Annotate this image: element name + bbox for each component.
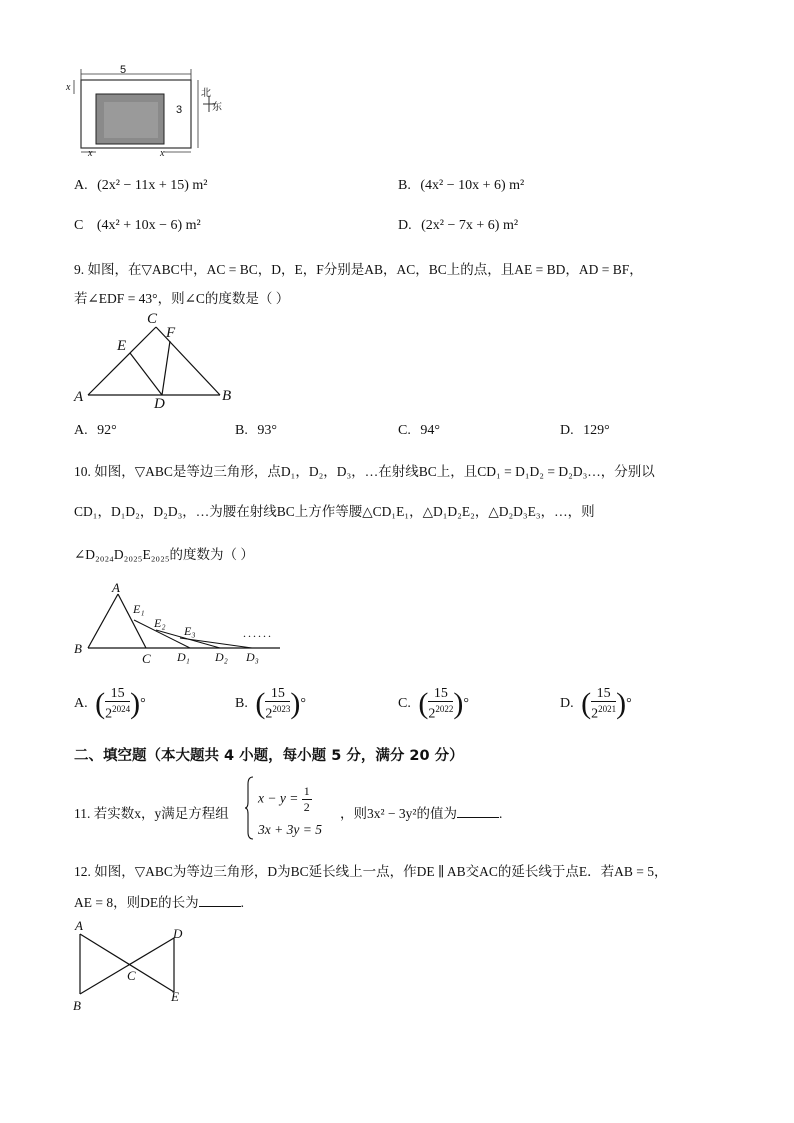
q9-point-c: C <box>147 311 158 327</box>
option-expression: (4x² + 10x − 6) m² <box>96 218 201 233</box>
option-expression: (4x² − 10x + 6) m² <box>420 178 525 193</box>
option-letter: C. <box>398 423 411 438</box>
q10-point-e1: E₁ <box>133 602 145 616</box>
option-letter: A. <box>74 178 88 193</box>
q12-point-d: D <box>173 926 183 941</box>
q8-x-label-bottom-right: x <box>160 148 165 159</box>
option-fraction: $\frac{15}{2^{2023}}$ <box>265 686 291 722</box>
option-fraction: $\frac{15}{2^{2021}}$ <box>591 686 617 722</box>
q11-equation-system <box>244 776 334 840</box>
q11-suffix: ，则3x² − 3y²的值为 . <box>340 806 503 821</box>
q10-point-c: C <box>142 651 151 666</box>
option-letter: A. <box>74 695 88 711</box>
option-letter: D. <box>560 695 574 711</box>
q11-equation-2: 3x + 3y = 5 <box>258 822 322 837</box>
option-letter: B. <box>398 178 411 193</box>
q10-continuation-dots: ...... <box>243 626 273 640</box>
curly-brace-icon <box>244 776 254 840</box>
q9-option-b[interactable] <box>235 423 277 439</box>
q10-point-a: A <box>112 580 120 595</box>
q10-option-d[interactable]: D. ( $\frac{15}{2^{2021}}$ )° <box>560 686 632 722</box>
option-value: 129° <box>583 423 610 438</box>
q8-figure <box>66 62 226 162</box>
q10-point-d2: D₂ <box>215 650 228 664</box>
option-fraction: $\frac{15}{2^{2022}}$ <box>428 686 454 722</box>
option-letter: C. <box>398 695 411 711</box>
q9-point-a: A <box>74 389 84 405</box>
q10-question-line-2: CD₁，D₁D₂，D₂D₃，…为腰在射线BC上方作等腰△CD₁E₁，△D₁D₂E₂，△D₂D₃E₃，…，则 <box>74 504 595 519</box>
option-letter: C <box>74 218 84 233</box>
q8-compass-east: 东 <box>212 102 222 113</box>
q8-option-a[interactable] <box>74 178 208 194</box>
q10-option-a[interactable]: A. ( $\frac{15}{2^{2024}}$ )° <box>74 686 146 722</box>
q12-point-e: E <box>171 989 179 1004</box>
q10-question-line-3: ∠D₂₀₂₄D₂₀₂₅E₂₀₂₅的度数为（ ） <box>74 547 254 562</box>
option-letter: D. <box>398 218 412 233</box>
option-fraction: $\frac{15}{2^{2024}}$ <box>105 686 131 722</box>
option-letter: B. <box>235 695 248 711</box>
q11-prefix: 11. 若实数x，y满足方程组 <box>74 806 229 821</box>
q8-option-d[interactable] <box>398 218 518 234</box>
q10-point-d1: D₁ <box>177 650 190 664</box>
q8-top-length: 5 <box>120 64 127 76</box>
q8-compass-north: 北 <box>201 88 211 99</box>
q12-point-a: A <box>75 918 83 933</box>
option-letter: A. <box>74 423 88 438</box>
q8-x-label-bottom-left: x <box>88 148 93 159</box>
q10-point-b: B <box>74 641 82 656</box>
option-value: 92° <box>97 423 117 438</box>
q9-point-b: B <box>222 388 232 404</box>
q9-question-line-1: 9. 如图，在▽ABC中，AC = BC，D，E，F分别是AB，AC，BC上的点，且AE = BD，AD = BF， <box>74 262 643 277</box>
q10-point-e2: E₂ <box>154 616 166 630</box>
q8-option-c[interactable] <box>74 218 201 234</box>
q9-question-line-2: 若∠EDF = 43°，则∠C的度数是（ ） <box>74 291 290 306</box>
q12-point-b: B <box>73 998 81 1013</box>
q12-question-line-2: AE = 8，则DE的长为 . <box>74 895 244 910</box>
option-expression: (2x² − 7x + 6) m² <box>421 218 519 233</box>
section-title-fill-in: 二、填空题（本大题共 4 小题，每小题 5 分，满分 20 分） <box>74 748 464 764</box>
q10-option-b[interactable]: B. ( $\frac{15}{2^{2023}}$ )° <box>235 686 306 722</box>
q8-x-label-left: x <box>66 82 71 93</box>
q9-point-f: F <box>166 325 176 341</box>
q11-equation-1: x − y = $\frac{1}{2}$ <box>258 784 310 814</box>
option-value: 94° <box>420 423 440 438</box>
option-expression: (2x² − 11x + 15) m² <box>97 178 208 193</box>
option-value: 93° <box>257 423 277 438</box>
q8-option-b[interactable] <box>398 178 524 194</box>
q9-option-c[interactable] <box>398 423 440 439</box>
q9-option-a[interactable] <box>74 423 117 439</box>
option-letter: D. <box>560 423 574 438</box>
q10-point-e3: E₃ <box>184 624 196 638</box>
q12-point-c: C <box>127 968 136 983</box>
q9-option-d[interactable] <box>560 423 610 439</box>
q9-point-e: E <box>117 338 127 354</box>
q9-point-d: D <box>154 396 165 412</box>
option-letter: B. <box>235 423 248 438</box>
q8-side-length: 3 <box>176 104 183 116</box>
q12-answer-blank[interactable] <box>199 894 241 907</box>
q12-question-line-1: 12. 如图，▽ABC为等边三角形，D为BC延长线上一点，作DE ∥ AB交AC的延长线于点E．若AB = 5， <box>74 864 668 879</box>
q10-option-c[interactable]: C. ( $\frac{15}{2^{2022}}$ )° <box>398 686 469 722</box>
q10-point-d3: D₃ <box>246 650 259 664</box>
q10-question-line-1: 10. 如图，▽ABC是等边三角形，点D₁，D₂，D₃，…在射线BC上，且CD₁ = D₁D₂ = D₂D₃…，分别以 <box>74 464 655 479</box>
q11-answer-blank[interactable] <box>457 805 499 818</box>
